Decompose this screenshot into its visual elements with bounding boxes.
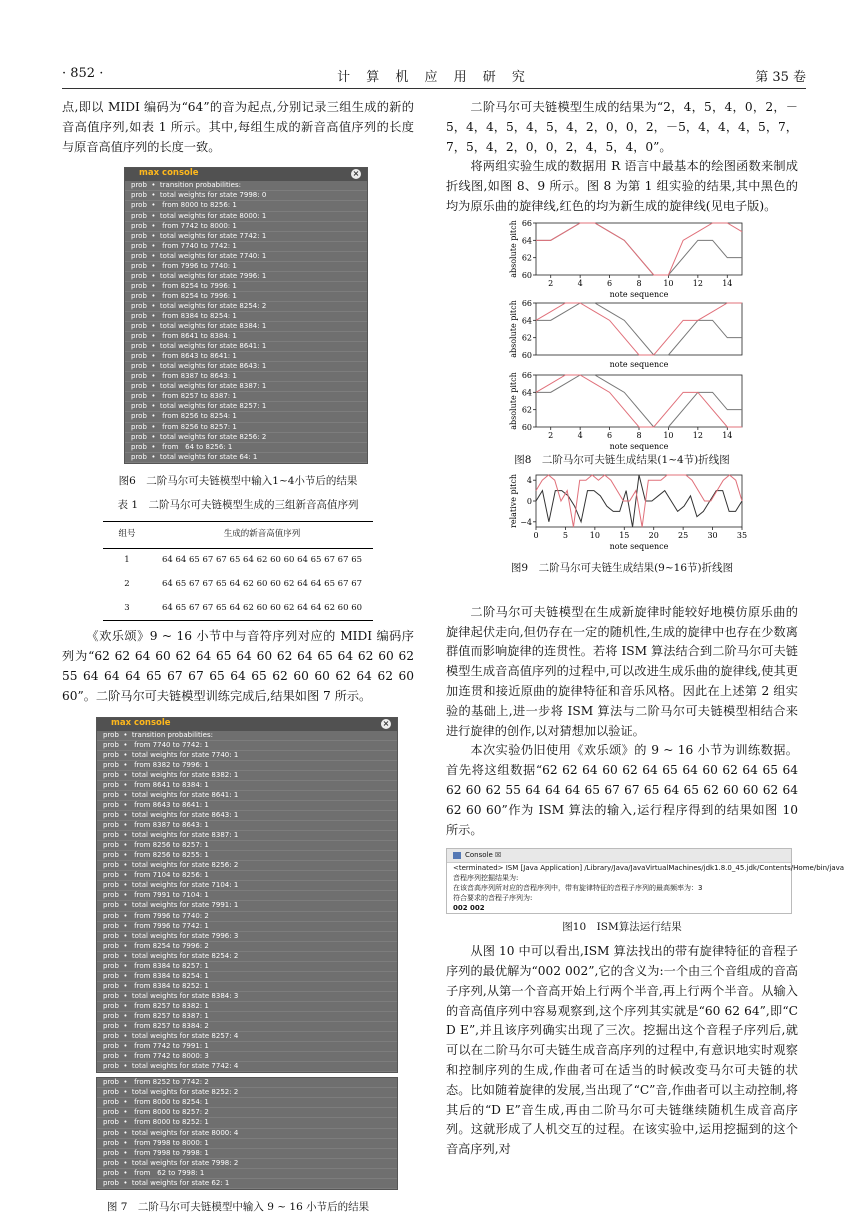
console-line: prob • transition probabilities: — [125, 181, 367, 191]
max-console-figure-7 — [96, 717, 398, 1074]
console-line: prob • total weights for state 8252: 2 — [97, 1088, 397, 1098]
figure-9-caption: 图9 二阶马尔可夫链生成结果(9~16节)折线图 — [510, 561, 734, 574]
console-line: prob • total weights for state 7740: 1 — [125, 252, 367, 262]
figure-10-caption: 图10 ISM算法运行结果 — [562, 921, 682, 934]
paragraph: 本次实验仍旧使用《欢乐颂》的 9 ~ 16 小节为训练数据。首先将这组数据“62 62 64 60 62 64 65 64 60 62 64 65 64 62 60 62 55 64 64 64 65 67 67 65 64 65 62 60 60 62 64 62 60 60”作为 ISM 算法的输入,运行程序得到的结果如图 10 所示。 — [446, 743, 798, 837]
y-tick-label: 64 — [521, 388, 532, 398]
y-axis-label: absolute pitch — [509, 372, 518, 430]
console-line: prob • from 8643 to 8641: 1 — [97, 801, 397, 811]
console-line: prob • from 8384 to 8252: 1 — [97, 982, 397, 992]
paragraph: 二阶马尔可夫链模型在生成新旋律时能较好地模仿原乐曲的旋律起伏走向,但仍存在一定的随机性,生成的旋律中也存在少数离群值而影响旋律的连贯性。若将 ISM 算法结合到二阶马尔可夫链模型生成音高值序列的过程中,可以改进生成乐曲的旋律线,使其更加连贯和接近原曲的旋律特征和音乐风格。因此在上述第 2 组实验的基础上,进一步将 ISM 算法与二阶马尔可夫链模型相结合来进行旋律的创作,以对猜想加以验证。 — [446, 604, 798, 738]
console-line: prob • from 7742 to 8000: 1 — [125, 222, 367, 232]
console-line: prob • total weights for state 8384: 1 — [125, 322, 367, 332]
x-axis-label: note sequence — [609, 359, 669, 369]
console-line: prob • from 8000 to 8257: 2 — [97, 1108, 397, 1118]
y-tick-label: 62 — [521, 253, 532, 263]
y-tick-label: 66 — [521, 370, 532, 380]
console-line: 002 002 — [453, 904, 485, 913]
x-tick-label: 4 — [577, 278, 583, 288]
console-title-bar — [97, 718, 397, 731]
console-line: prob • from 8387 to 8643: 1 — [125, 372, 367, 382]
console-line: prob • total weights for state 8387: 1 — [97, 831, 397, 841]
x-tick-label: 6 — [607, 430, 613, 440]
console-line: prob • total weights for state 7991: 1 — [97, 901, 397, 911]
table-header: 生成的新音高值序列 — [151, 522, 373, 549]
console-line: prob • from 7998 to 7998: 1 — [97, 1149, 397, 1159]
console-line: prob • total weights for state 8256: 2 — [97, 861, 397, 871]
close-icon[interactable]: × — [352, 169, 360, 179]
console-line: prob • from 7740 to 7742: 1 — [97, 741, 397, 751]
console-line: prob • from 7996 to 7740: 2 — [97, 912, 397, 922]
console-line: prob • total weights for state 8384: 3 — [97, 992, 397, 1002]
console-line: prob • total weights for state 8641: 1 — [125, 342, 367, 352]
y-tick-label: 4 — [526, 475, 532, 485]
console-line: prob • from 8256 to 8257: 1 — [125, 423, 367, 433]
x-tick-label: 2 — [548, 278, 554, 288]
console-line: prob • from 7740 to 7742: 1 — [125, 242, 367, 252]
x-tick-label: 15 — [619, 530, 630, 540]
series-line — [536, 303, 742, 355]
y-tick-label: 64 — [521, 236, 532, 246]
table-1-caption: 表 1 二阶马尔可夫链模型生成的三组新音高值序列 — [117, 498, 359, 511]
max-console-figure-7-continued — [96, 1077, 398, 1190]
console-line: prob • total weights for state 8254: 2 — [97, 952, 397, 962]
paragraph: 点,即以 MIDI 编码为“64”的音为起点,分别记录三组生成的新的音高值序列,如表 1 所示。其中,每组生成的新音高值序列的长度与原音高值序列的长度一致。 — [62, 100, 414, 154]
console-line: prob • from 62 to 7998: 1 — [97, 1169, 397, 1179]
x-tick-label: 10 — [663, 278, 674, 288]
console-line: prob • from 7742 to 7991: 1 — [97, 1042, 397, 1052]
running-header — [62, 66, 806, 86]
paragraph: 从图 10 中可以看出,ISM 算法找出的带有旋律特征的音程子序列的最优解为“002 002”,它的含义为:一个由三个音组成的音高子序列,从第一个音高开始上行两个半音,再上行两个半音。从输入的音高值序列中容易观察到,这个序列其实就是“60 62 64”,即“C D E”,并且该序列确实出现了三次。挖掘出这个音程子序列后,就可以在二阶马尔可夫链生成音高序列的过程中,有意识地实时观察和控制序列的生成,作曲者可在适当的时候改变马尔可夫链的状态。比如随着旋律的发展,当出现了“C”音,作曲者可以主动控制,将其后的“D E”音生成,再由二阶马尔可夫链继续随机生成音高序列。这就形成了人机交互的过程。在该实验中,运用挖掘到的这个音高序列,对 — [446, 944, 798, 1157]
paragraph: 《欢乐颂》9 ~ 16 小节中与音符序列对应的 MIDI 编码序列为“62 62 64 60 62 64 65 64 60 62 64 65 64 62 60 62 55 64 64 64 65 67 67 65 64 65 62 60 60 62 64 62 60 60”。二阶马尔可夫链模型训练完成后,结果如图 7 所示。 — [62, 629, 414, 703]
console-line: prob • total weights for state 8641: 1 — [97, 791, 397, 801]
y-tick-label: −4 — [520, 517, 532, 527]
console-line: prob • total weights for state 8256: 2 — [125, 433, 367, 443]
y-axis-label: relative pitch — [509, 473, 518, 528]
console-line: <terminated> ISM [Java Application] /Library/Java/JavaVirtualMachines/jdk1.8.0_45.jdk/Contents/Home/bin/java — [453, 864, 845, 873]
console-line: prob • from 7742 to 8000: 3 — [97, 1052, 397, 1062]
figure-9-chart — [506, 471, 746, 551]
left-column — [62, 98, 414, 1218]
table-header: 组号 — [103, 522, 151, 549]
figure-8-panel-2 — [506, 299, 746, 369]
console-line: prob • from 8252 to 7742: 2 — [97, 1078, 397, 1088]
console-line: prob • from 8257 to 8387: 1 — [97, 1012, 397, 1022]
console-line: prob • from 8382 to 7996: 1 — [97, 761, 397, 771]
table-row — [103, 573, 373, 597]
x-tick-label: 4 — [577, 430, 583, 440]
console-line: prob • from 8256 to 8254: 1 — [125, 412, 367, 422]
console-line: prob • from 8000 to 8252: 1 — [97, 1118, 397, 1128]
console-lines — [97, 1078, 397, 1189]
console-line: prob • from 8254 to 7996: 1 — [125, 282, 367, 292]
console-line: prob • from 7996 to 7742: 1 — [97, 922, 397, 932]
console-line: prob • from 8256 to 8257: 1 — [97, 841, 397, 851]
table-cell: 64 65 67 67 65 64 62 60 60 62 64 64 62 60 60 — [151, 597, 373, 621]
x-tick-label: 0 — [533, 530, 539, 540]
x-tick-label: 10 — [663, 430, 674, 440]
volume: 第 35 卷 — [755, 70, 806, 85]
console-line: prob • total weights for state 7104: 1 — [97, 881, 397, 891]
console-line: prob • from 8257 to 8387: 1 — [125, 392, 367, 402]
x-tick-label: 20 — [648, 530, 659, 540]
console-line: prob • from 7991 to 7104: 1 — [97, 891, 397, 901]
max-console-figure-6 — [124, 167, 368, 463]
y-tick-label: 66 — [521, 218, 532, 228]
x-axis-label: note sequence — [609, 289, 669, 299]
console-line: prob • from 8384 to 8254: 1 — [125, 312, 367, 322]
console-title: max console — [139, 168, 199, 179]
table-row — [103, 597, 373, 621]
console-line: prob • total weights for state 8643: 1 — [125, 362, 367, 372]
paragraph: 二阶马尔可夫链模型生成的结果为“2，4，5，4，0，2，－5，4，4，5，4，5，4，2，0，0，2，－5，4，4，4，5，7，7，5，4，2，0，0，2，4，5，4，0”。 — [446, 100, 798, 154]
console-line: prob • total weights for state 7742: 1 — [125, 232, 367, 242]
paragraph: 将两组实验生成的数据用 R 语言中最基本的绘图函数来制成折线图,如图 8、9 所示。图 8 为第 1 组实验的结果,其中黑色的均为原乐曲的旋律线,红色的均为新生成的旋律线(见电子版)。 — [446, 159, 798, 213]
console-lines — [125, 181, 367, 462]
console-line: prob • transition probabilities: — [97, 731, 397, 741]
x-tick-label: 14 — [722, 430, 733, 440]
y-tick-label: 0 — [526, 496, 532, 506]
x-tick-label: 5 — [562, 530, 568, 540]
x-axis-label: note sequence — [609, 541, 669, 551]
series-line — [536, 475, 742, 527]
close-icon[interactable]: × — [382, 718, 390, 728]
journal-name: 计 算 机 应 用 研 究 — [337, 70, 531, 85]
console-line: prob • from 8641 to 8384: 1 — [125, 332, 367, 342]
console-line: prob • total weights for state 8000: 4 — [97, 1129, 397, 1139]
y-axis-label: absolute pitch — [509, 220, 518, 278]
console-line: prob • from 8643 to 8641: 1 — [125, 352, 367, 362]
y-tick-label: 60 — [521, 422, 532, 432]
console-line: prob • total weights for state 8257: 1 — [125, 402, 367, 412]
console-line: prob • total weights for state 8254: 2 — [125, 302, 367, 312]
series-line — [536, 375, 742, 427]
page-number: · 852 · — [62, 66, 104, 81]
figure-8-panel-1 — [506, 219, 746, 299]
x-tick-label: 10 — [589, 530, 600, 540]
console-line: prob • from 8000 to 8254: 1 — [97, 1098, 397, 1108]
x-tick-label: 30 — [707, 530, 718, 540]
series-line — [536, 223, 742, 275]
console-line: prob • from 8387 to 8643: 1 — [97, 821, 397, 831]
console-icon — [453, 852, 461, 859]
console-line: prob • total weights for state 8387: 1 — [125, 382, 367, 392]
console-line: prob • total weights for state 7998: 2 — [97, 1159, 397, 1169]
x-tick-label: 6 — [607, 278, 613, 288]
console-line: prob • from 8257 to 8384: 2 — [97, 1022, 397, 1032]
y-tick-label: 60 — [521, 270, 532, 280]
y-tick-label: 62 — [521, 333, 532, 343]
console-title: max console — [111, 717, 171, 728]
table-cell: 64 65 67 67 65 64 62 60 60 62 64 64 65 67 67 — [161, 578, 363, 589]
x-tick-label: 8 — [636, 278, 642, 288]
x-tick-label: 25 — [678, 530, 689, 540]
console-tab[interactable]: Console ☒ — [447, 849, 791, 863]
figure-8-caption: 图8 二阶马尔可夫链生成结果(1~4节)折线图 — [514, 453, 730, 466]
figure-8-panel-3 — [506, 371, 746, 451]
console-line: prob • from 64 to 8256: 1 — [125, 443, 367, 453]
console-line: prob • from 7998 to 8000: 1 — [97, 1139, 397, 1149]
console-title-bar — [125, 168, 367, 181]
console-line: prob • total weights for state 8257: 4 — [97, 1032, 397, 1042]
y-tick-label: 60 — [521, 350, 532, 360]
console-line: prob • from 7996 to 7740: 1 — [125, 262, 367, 272]
eclipse-console-figure-10 — [446, 848, 845, 914]
console-line: 在该音高序列所对应的音程序列中，带有旋律特征的音程子序列的最高频率为：3 — [453, 884, 703, 893]
y-axis-label: absolute pitch — [509, 300, 518, 358]
console-line: prob • total weights for state 8643: 1 — [97, 811, 397, 821]
y-tick-label: 64 — [521, 316, 532, 326]
console-line: prob • total weights for state 7742: 4 — [97, 1062, 397, 1072]
console-line: prob • total weights for state 7740: 1 — [97, 751, 397, 761]
console-line: prob • total weights for state 62: 1 — [97, 1179, 397, 1189]
console-line: prob • total weights for state 64: 1 — [125, 453, 367, 463]
x-tick-label: 12 — [692, 430, 703, 440]
console-line: prob • from 8384 to 8254: 1 — [97, 972, 397, 982]
x-tick-label: 14 — [722, 278, 733, 288]
console-line: prob • total weights for state 7996: 1 — [125, 272, 367, 282]
console-lines — [97, 731, 397, 1073]
console-line: prob • from 7104 to 8256: 1 — [97, 871, 397, 881]
x-axis-label: note sequence — [609, 441, 669, 451]
console-line: prob • from 8254 to 7996: 1 — [125, 292, 367, 302]
console-line: prob • total weights for state 7998: 0 — [125, 191, 367, 201]
console-line: prob • total weights for state 7996: 3 — [97, 932, 397, 942]
x-tick-label: 12 — [692, 278, 703, 288]
console-line: prob • from 8641 to 8384: 1 — [97, 781, 397, 791]
table-row — [103, 549, 373, 573]
x-tick-label: 35 — [736, 530, 748, 540]
header-rule — [62, 88, 806, 89]
console-line: prob • from 8000 to 8256: 1 — [125, 201, 367, 211]
figure-8 — [446, 217, 798, 597]
console-line: prob • from 8254 to 7996: 2 — [97, 942, 397, 952]
console-line: prob • total weights for state 8382: 1 — [97, 771, 397, 781]
console-line: prob • from 8384 to 8257: 1 — [97, 962, 397, 972]
table-cell: 64 64 65 67 67 65 64 62 60 60 64 65 67 67 65 — [161, 555, 363, 566]
console-line: 音程序列挖掘结果为: — [453, 874, 519, 883]
console-line: prob • from 8257 to 8382: 1 — [97, 1002, 397, 1012]
x-tick-label: 8 — [636, 430, 642, 440]
table-1 — [103, 521, 373, 621]
table-cell: 3 — [103, 597, 151, 621]
console-line: prob • from 8256 to 8255: 1 — [97, 851, 397, 861]
table-cell: 1 — [124, 555, 130, 566]
y-tick-label: 62 — [521, 405, 532, 415]
console-line: 符合要求的音程子序列为: — [453, 894, 533, 903]
console-line: prob • total weights for state 8000: 1 — [125, 212, 367, 222]
y-tick-label: 66 — [521, 298, 532, 308]
x-tick-label: 2 — [548, 430, 554, 440]
figure-6-caption: 图6 二阶马尔可夫链模型中输入1~4小节后的结果 — [118, 474, 358, 487]
table-cell: 2 — [124, 578, 130, 589]
figure-7-caption: 图 7 二阶马尔可夫链模型中输入 9 ~ 16 小节后的结果 — [106, 1200, 370, 1213]
right-column — [446, 98, 845, 1160]
